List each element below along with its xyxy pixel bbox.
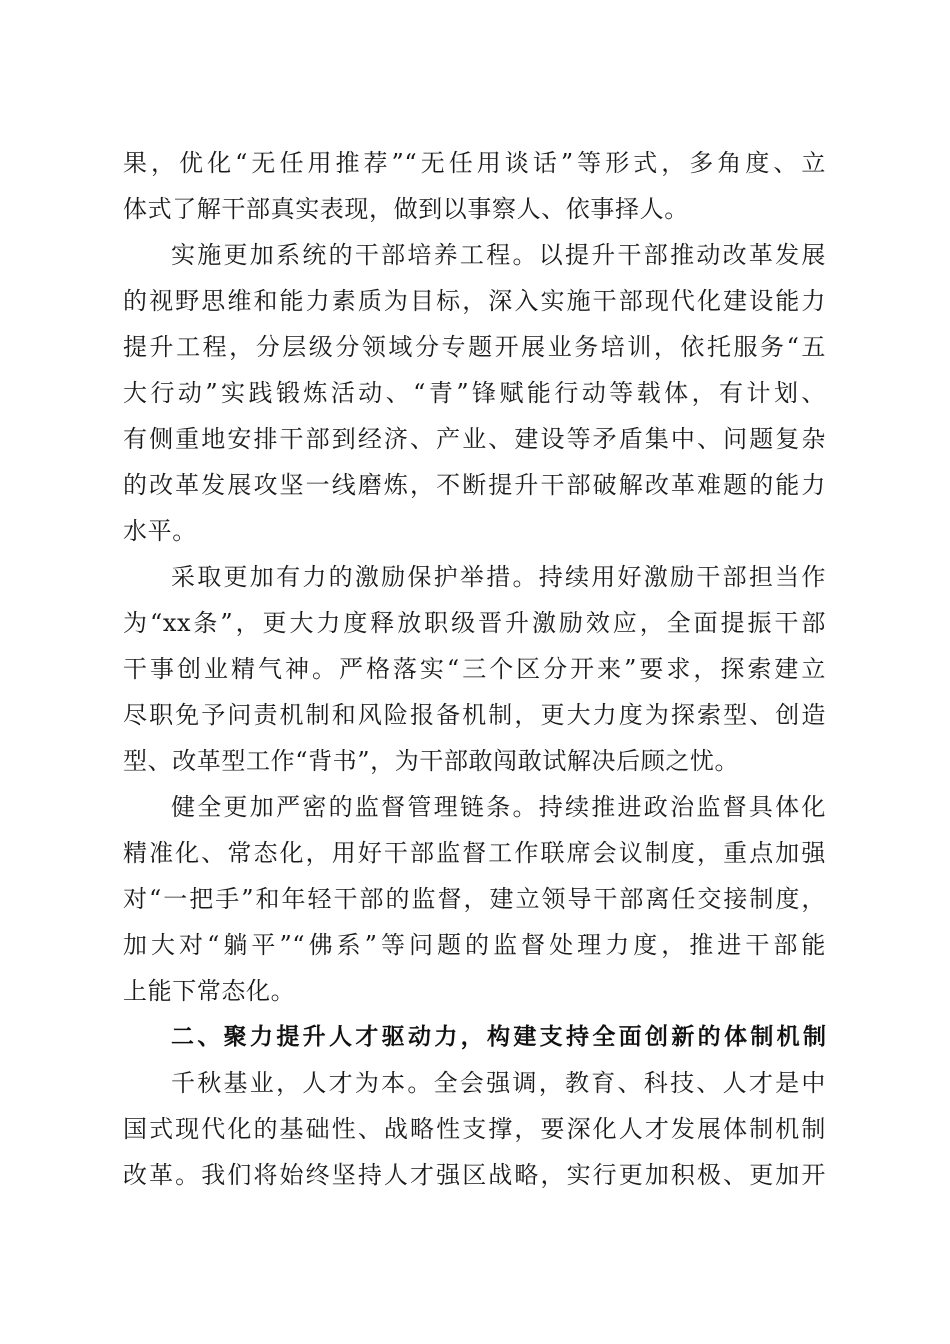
paragraph-first-line: 实施更加系统的干部培养工程。以提升干部推动改革发展: [171, 241, 826, 269]
text-line: 上能下常态化。: [123, 977, 296, 1005]
text-line: 型、改革型工作“背书”，为干部敢闯敢试解决后顾之忧。: [123, 747, 740, 775]
text-line: 的改革发展攻坚一线磨炼，不断提升干部破解改革难题的能力: [123, 471, 826, 499]
text-line: 提升工程，分层级分领域分专题开展业务培训，依托服务“五: [123, 333, 826, 361]
text-line: 尽职免予问责机制和风险报备机制，更大力度为探索型、创造: [123, 701, 826, 729]
text-line: 干事创业精气神。严格落实“三个区分开来”要求，探索建立: [123, 655, 826, 683]
text-line: 果，优化“无任用推荐”“无任用谈话”等形式，多角度、立: [123, 149, 826, 177]
section-heading: 二、聚力提升人才驱动力，构建支持全面创新的体制机制: [171, 1024, 826, 1050]
text-line: 为“xx条”，更大力度释放职级晋升激励效应，全面提振干部: [123, 609, 826, 637]
text-line: 对“一把手”和年轻干部的监督，建立领导干部离任交接制度，: [123, 885, 826, 913]
text-line: 改革。我们将始终坚持人才强区战略，实行更加积极、更加开: [123, 1161, 826, 1189]
text-line: 有侧重地安排干部到经济、产业、建设等矛盾集中、问题复杂: [123, 425, 826, 453]
paragraph-first-line: 采取更加有力的激励保护举措。持续用好激励干部担当作: [171, 563, 826, 591]
paragraph-first-line: 千秋基业，人才为本。全会强调，教育、科技、人才是中: [171, 1069, 826, 1097]
text-line: 大行动”实践锻炼活动、“青”锋赋能行动等载体，有计划、: [123, 379, 826, 407]
text-line: 的视野思维和能力素质为目标，深入实施干部现代化建设能力: [123, 287, 826, 315]
paragraph-first-line: 健全更加严密的监督管理链条。持续推进政治监督具体化: [171, 793, 826, 821]
text-line: 精准化、常态化，用好干部监督工作联席会议制度，重点加强: [123, 839, 826, 867]
text-line: 水平。: [123, 517, 197, 545]
text-line: 国式现代化的基础性、战略性支撑，要深化人才发展体制机制: [123, 1115, 826, 1143]
text-line: 加大对“躺平”“佛系”等问题的监督处理力度，推进干部能: [123, 931, 826, 959]
text-line: 体式了解干部真实表现，做到以事察人、依事择人。: [123, 195, 689, 223]
